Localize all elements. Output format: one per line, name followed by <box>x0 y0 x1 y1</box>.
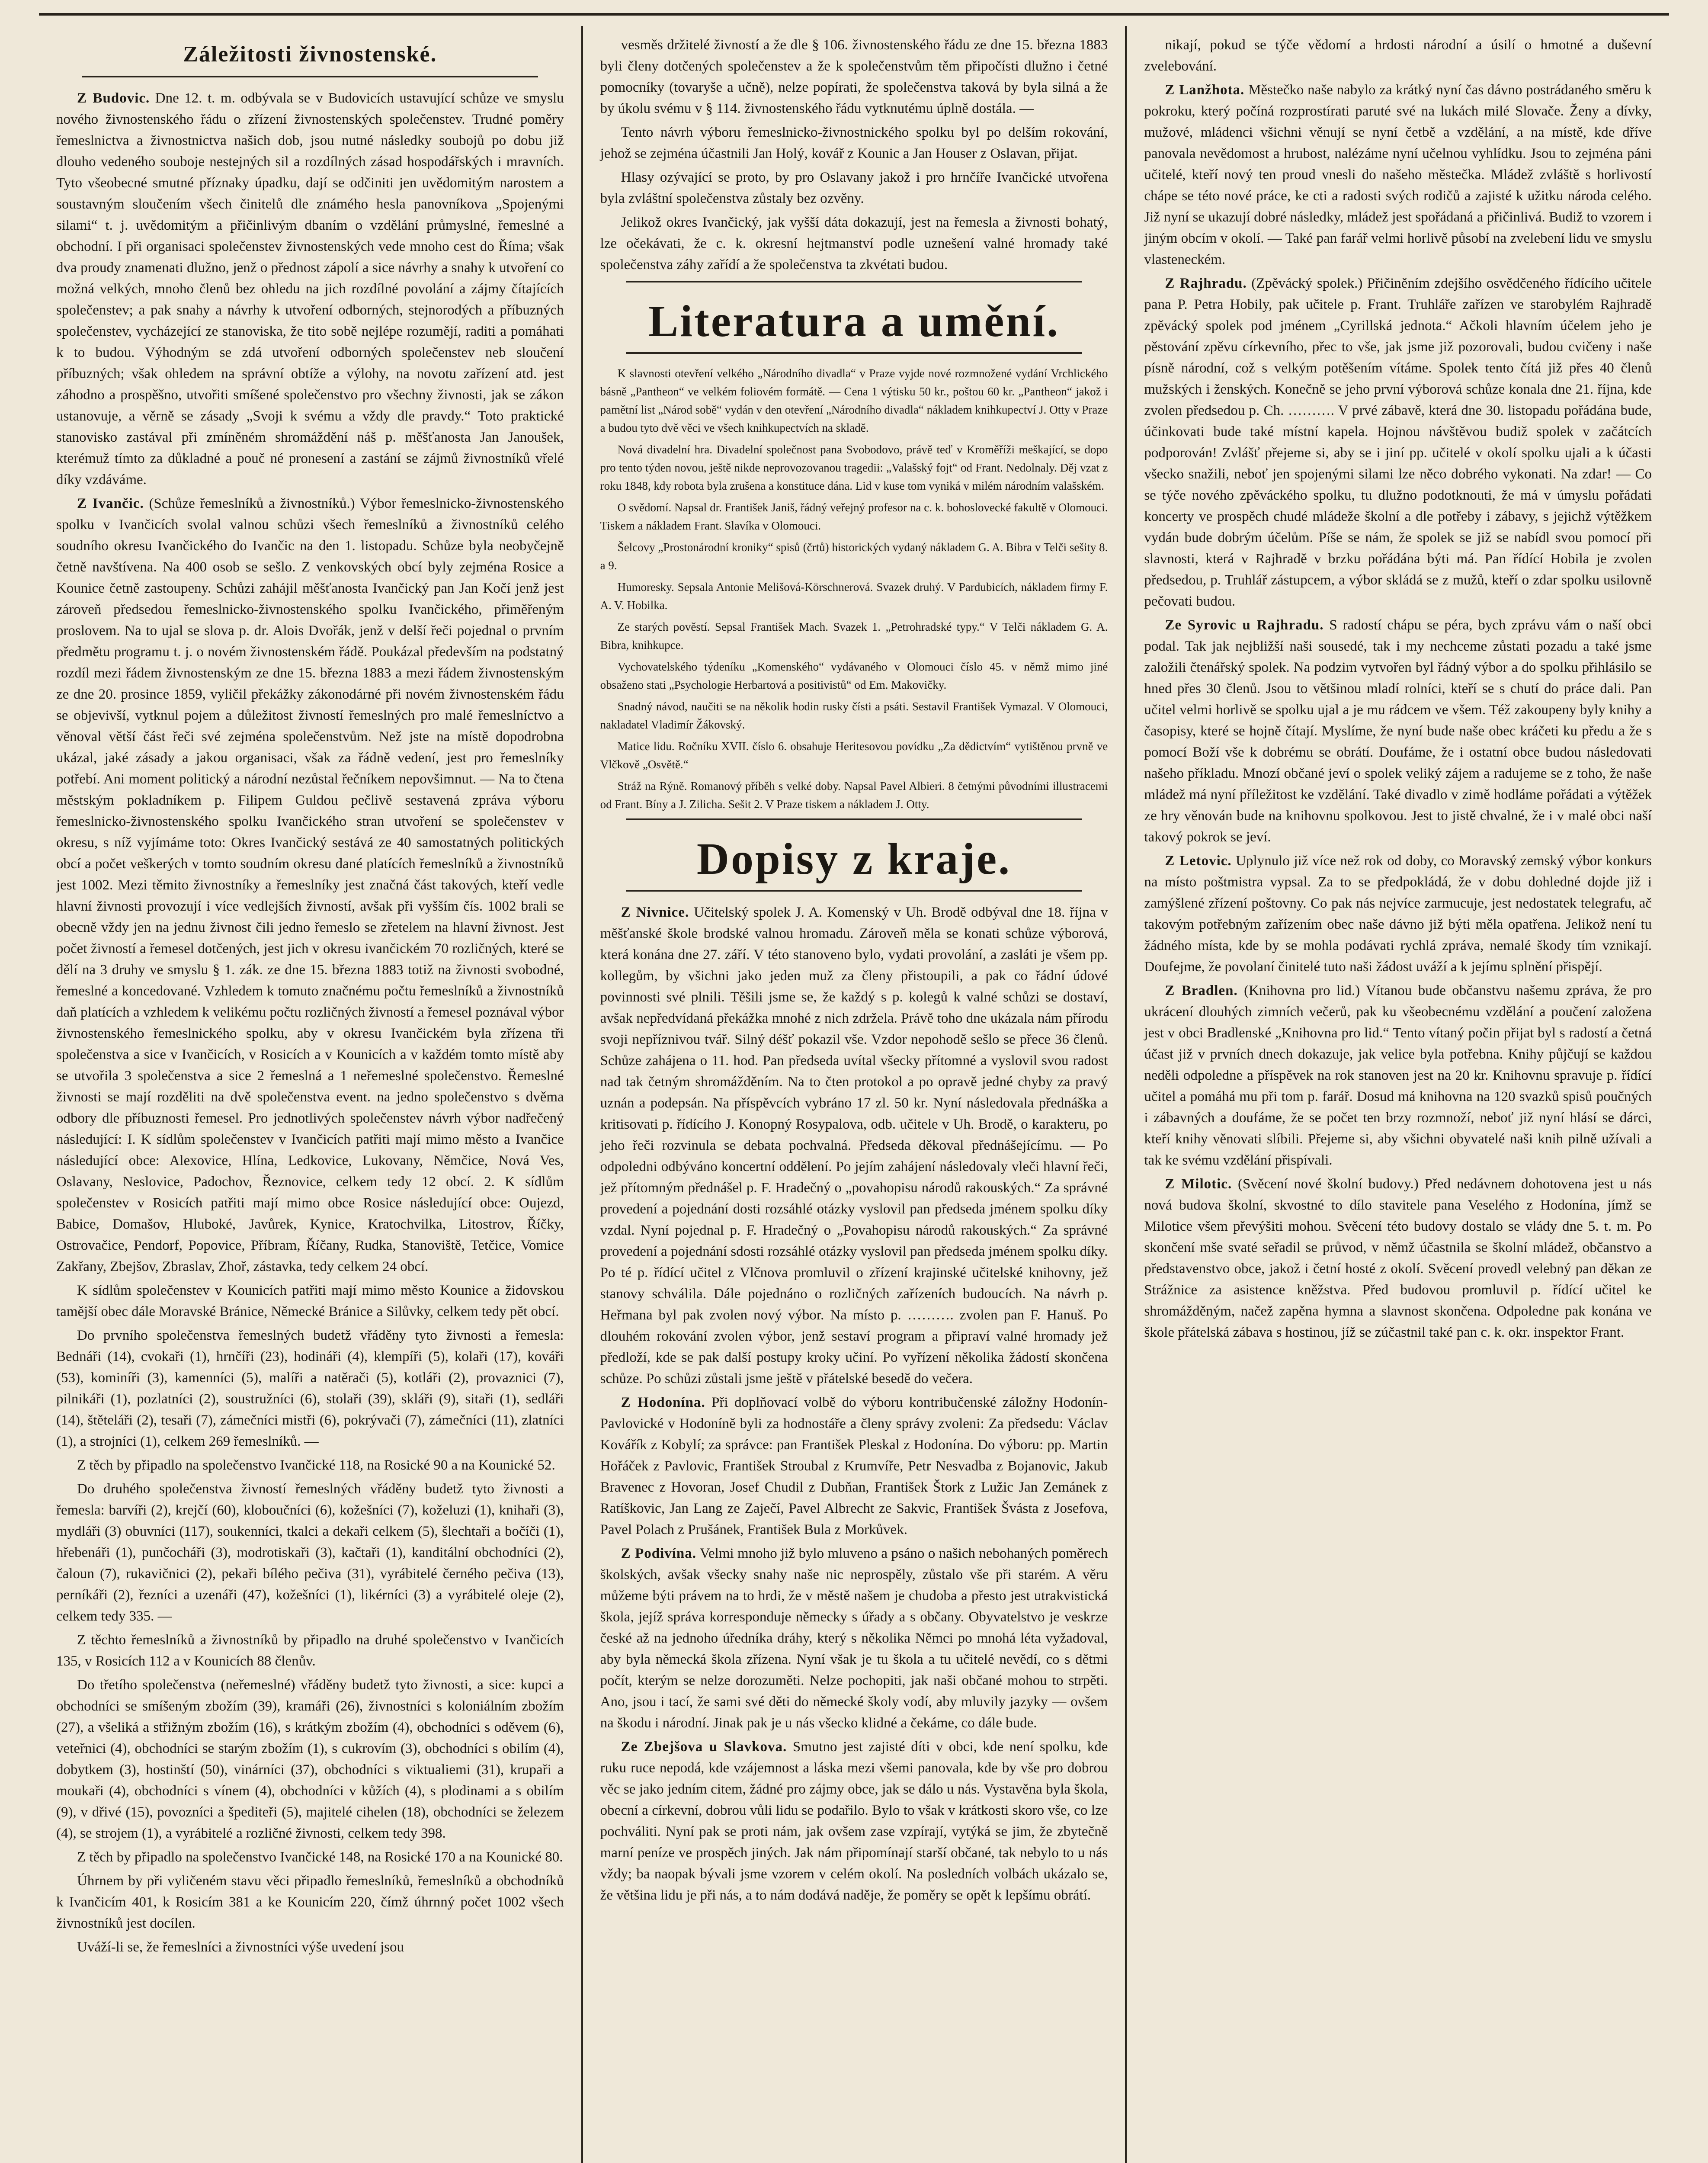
paragraph-text: Městečko naše nabylo za krátký nyní čas dávno postrádaného směru k pokroku, který počíná rozprostírati paruté své na lukách milé Slovače. Ženy a dívky, mužové, mládenci všichni věnují se nyní četbě a vzdělání, a na místě, kde dříve panovala nevědomost a hrubost, nalézáme nyní učelnou vyhlídku. Jsou to zejména páni učitelé, kteří nový ten proud vnesli do našeho městečka. Mládež zvláště s horlivostí chápe se této nové práce, ke cti a radosti svých rodičů a zajisté k užitku národa celého. Již nyní se ukazují dobré následky, mládež jest spořádaná a přičinlivá. Budiž to vzorem i jiným obcím v okolí. — Také pan farář velmi horlivě působí na zvelebení lidu ve smyslu vlasteneckém. <box>1144 82 1652 267</box>
paragraph-text: O svědomí. Napsal dr. František Janiš, řádný veřejný profesor na c. k. bohoslovecké fakultě v Olomouci. Tiskem a nákladem Frant. Slavíka v Olomouci. <box>600 501 1108 532</box>
divider <box>626 352 1082 354</box>
paragraph-text: Smutno jest zajisté díti v obci, kde není spolku, kde ruku ruce nepodá, kde vzájemnost a láska mezi všemi panovala, kde by vše pro dobrou věc se jako jedním citem, žádné pro zájmy obce, jak se dálo u nás. Vystavěna byla škola, obecní a církevní, dobrou vůli lidu se podařilo. Bylo to však v krátkosti skoro vše, co lze pochváliti. Nyní pak se proti nám, jak ovšem zase vzpírají, vytýká se jim, že zbytečně marní peníze ve prospěch jiných. Jak nám připomínají starší občané, tak nebylo to u nás vždy; ba naopak bývali jsme vzorem v celém okolí. Na posledních volbách ukázalo se, že většina lidu je při nás, a to nám dodává naděje, že poměry se opět k lepšímu obrátí. <box>600 1739 1108 1903</box>
paragraph <box>600 902 1108 1390</box>
paragraph <box>56 1937 564 1958</box>
section-heading-dopisy: Dopisy z kraje. <box>696 834 1012 884</box>
paragraph-text: (Zpěvácký spolek.) Přičiněním zdejšího osvědčeného řídícího učitele pana P. Petra Hobily, pak učitele p. Frant. Truhláře zařízen ve starobylém Rajhradě zpěvácký spolek pod jménem „Cyrillská jednota.“ Ačkoli hlavním účelem jeho je pěstování zpěvu církevního, přec to vše, jak jsme již pozorovali, budou cvičeny i naše písně národní, což s velkým potěšením vítáme. Spolek tento čítá již přes 40 členů mužských i ženských. Konečně se jeho první výborová schůze konala dne 21. října, kde zvolen předsedou p. Ch. ………. V prvé zábavě, která dne 30. listopadu pořádána bude, účinkovati bude také místní kapela. Hojnou návštěvou budiž spolek v začátcích podporován! Zvlášť přejeme si, aby se i jiní pp. učitelé v okolí spolku ujali a k účasti všecko snažili, neboť jen spojenými silami lze něco dobrého vykonati. Na zdar! — Co se týče nového zpěváckého spolku, tu dlužno podotknouti, že má v úmyslu pořádati koncerty ve prospěch chudé mládeže školní a dle potřeby i zábavy, s jejichž výtěžkem vydán bude dobrým účelům. Píše se nám, že spolek se již se nabídl svou pomocí při slavnosti, která v Rajhradě v brzku pořádána býti má. Pan řídící Hobila je zvolen předsedou, p. Truhlář zástupcem, a výbor skládá se z mužů, kteří o zdar spolku usilovně pečovati budou. <box>1144 276 1652 609</box>
top-rule <box>39 13 1669 16</box>
paragraph <box>56 1847 564 1868</box>
paragraph-text: Tento návrh výboru řemeslnicko-živnostnického spolku byl po delším rokování, jehož se zejména účastnili Jan Holý, kovář z Kounic a Jan Houser z Oslavan, přijat. <box>600 125 1108 161</box>
letters-list-continued <box>1144 35 1652 1343</box>
divider <box>626 818 1082 820</box>
paragraph <box>600 618 1108 654</box>
paragraph <box>1144 850 1652 978</box>
paragraph-text: (Schůze řemeslníků a živnostníků.) Výbor řemeslnicko-živnostenského spolku v Ivančicích svolal valnou schůzi všech řemeslníků a živnostníků celého soudního okresu Ivančického do Ivančic na den 1. listopadu. Schůze byla neobyčejně četně navštívena. Na 400 osob se sešlo. Z venkovských obcí byly zejména Rosice a Kounice četně zastoupeny. Schůzi zahájil měšťanosta Ivančický pan Jan Kočí jenž jest zároveň předsedou řemeslnicko-živnostenského spolku Ivančického, přiměřeným proslovem. Na to ujal se slova p. dr. Alois Dvořák, jenž v delší řeči pojednal o prvním předmětu programu t. j. o novém živnostenském řádě. Poukázal především na podstatný rozdíl mezi řádem živnostenským ze dne 15. března 1883 a mezi řádem živnostenským ze dne 20. prosince 1859, vyličil překážky zákonodárné při novém živnostenském řádu se objevivší, vytknul pojem a důležitost živností řemeslných pro malé řemeslníctvo a věnoval větší část řeči své zejména společenstvům. Než jste na místě dopodrobna ukázal, jaké zásady a jakou organisaci, však za řádně vedení, jest pro řemeslníky potřebí. Ani moment politický a národní nezůstal řečníkem nepovšimnut. — Na to čtena městským pokladníkem p. Filipem Guldou pečlivě sestavená zpráva výboru řemeslnicko-živnostenského spolku Ivančického stran utvoření se společenstev v okresu, s níž vyjímáme toto: Okres Ivančický sestává ze 40 samostatných politických obcí a počet veškerých v tomto soudním okresu dané platících řemeslníků a živnostníků jest 1002. Mezi těmito živnostníky a řemeslníky jest značná část takových, kteří vedle hlavní živnosti provozují i více vedlejších živností, avšak při vyšším čís. 1002 brali se obecně vždy jen na jednu živnost čili jedno řemeslo se zřetelem na hlavní živnost. Jest počet živností a řemesel dotčených, jest jich v okresu ivančickém 70 rozličných, které se dělí na 3 druhy ve smyslu § 1. zák. ze dne 15. března 1883 totiž na živnosti svobodné, řemeslné a koncedované. Vzhledem k tomuto značnému počtu řemeslníků a živnostníků daň platících a vzhledem k velikému počtu rozličných živností a řemesel poznával výbor živnostenského řemeslnického spolku, aby v okresu Ivančickém byla zřízena tři společenstva a sice v Ivančicích, v Rosicích a v Kounicích a v každém tomto místě aby se utvořila 3 společenstva a sice 2 řemeslná a 1 neřemeslné společenstvo. Řemeslné živnosti se mají rozděliti na dvě společenstva event. na jedno společenstvo s dvěma odbory dle příbuznosti řemesel. Pro jednotlivých společenstev návrh výbor nadřečený následující: I. K sídlům společenstev v Ivančicích patřiti mají mimo město a Ivančice následující obce: Alexovice, Hlína, Ledkovice, Lukovany, Němčice, Nová Ves, Oslavany, Neslovice, Padochov, Řeznovice, celkem tedy 12 obcí. 2. K sídlům společenstev v Rosicích patřiti mají mimo obce Rosice následující obce: Oujezd, Babice, Domašov, Hluboké, Javůrek, Kynice, Kratochvilka, Litostrov, Říčky, Ostrovačice, Pendorf, Popovice, Příbram, Říčany, Rudka, Stanoviště, Tetčice, Vomice Zakřany, Zbejšov, Zbraslav, Zhoř, zástavka, tedy celkem 24 obcí. <box>56 496 564 1274</box>
paragraph <box>600 777 1108 813</box>
paragraph <box>600 1543 1108 1734</box>
paragraph <box>600 697 1108 734</box>
letters-list <box>600 902 1108 1906</box>
divider <box>626 890 1082 892</box>
paragraph-lead: Z Letovic. <box>1165 853 1232 869</box>
paragraph-lead: Ze Zbejšova u Slavkova. <box>621 1739 787 1755</box>
paragraph <box>600 167 1108 209</box>
column-3 <box>1125 26 1669 2163</box>
divider <box>626 281 1082 282</box>
paragraph <box>600 212 1108 276</box>
paragraph <box>1144 273 1652 612</box>
section-heading-literatura: Literatura a umění. <box>648 296 1060 346</box>
paragraph <box>56 1325 564 1452</box>
paragraph-text: K slavnosti otevření velkého „Národního divadla“ v Praze vyjde nové rozmnožené vydání Vrchlického básně „Pantheon“ ve velkém foliovém formátě. — Cena 1 výtisku 50 kr., poštou 60 kr. „Pantheon“ jakož i pamětní list „Národ sobě“ vydán v den otevření „Národního divadla“ nákladem knihkupectví J. Otty v Praze a budou tyto dvě věci ve všech knihkupectvích na skladě. <box>600 367 1108 434</box>
paragraph <box>1144 35 1652 77</box>
columns <box>39 26 1669 2163</box>
paragraph-text: Hlasy ozývající se proto, by pro Oslavany jakož i pro hrnčíře Ivančické utvořena byla zvláštní společenstva zůstaly bez ozvěny. <box>600 170 1108 206</box>
paragraph-text: Uplynulo již více než rok od doby, co Moravský zemský výbor konkurs na místo poštmistra vypsal. Za to se předpokládá, že v dobu dohledné dojde již i zamýšlené zřízení poštovny. Co pak nás nejvíce zarmucuje, jest nedostatek telegrafu, ač takovým potřebným zařízením obec naše dávno již býti měla opatřena. Jelikož není tu žádného místa, kde by se mohla podávati rychlá zpráva, nemalé škody tím vznikají. Doufejme, že povolaní činitelé tuto naši žádost uváží a k jejímu splnění přispějí. <box>1144 853 1652 975</box>
paragraph-text: Do druhého společenstva živností řemeslných vřáděny budetž tyto živnosti a řemesla: barvíři (2), krejčí (60), kloboučníci (6), kožešníci (7), koželuzi (1), knihaři (3), mydláři (3) obuvníci (117), soukenníci, tkalci a dekaři celkem (5), šlechtaři a bočíči (1), hřebenáři (1), punčocháři (3), modrotiskaři (3), kačtaři (1), kanditální obchodníci (2), čaloun (7), rukavičnici (2), pekaři bílého pečiva (31), vyrábitelé černého pečiva (13), perníkáři (2), řezníci a uzenáři (47), kožešníci (1), likérníci (3) a vyrábitelé oleje (2), celkem tedy 335. — <box>56 1481 564 1624</box>
paragraph <box>56 1871 564 1934</box>
paragraph-text: Při doplňovací volbě do výboru kontribučenské záložny Hodonín-Pavlovické v Hodoníně byli za hodnostáře a členy správy zvoleni: Za předsedu: Václav Kovářík z Kobylí; za správce: pan František Pleskal z Hodonína. Do výboru: pp. Martin Hořáček z Pavlovic, František Stroubal z Krumvíře, Petr Nesvadba z Bojanovic, Jakub Bravenec z Hovoran, Josef Chudil z Dubňan, František Štork z Lužic Jan Zemánek z Ratíškovic, Jan Lang ze Zaječí, Pavel Albrecht ze Sakvic, František Švásta z Josefova, Pavel Polach z Prušánek, František Bula z Morkůvek. <box>600 1395 1108 1537</box>
paragraph-text: Z těch by připadlo na společenstvo Ivančické 148, na Rosické 170 a na Kounické 80. <box>77 1849 563 1865</box>
paragraph-lead: Z Podivína. <box>621 1546 697 1561</box>
section-heading-zivnostenske: Záležitosti živnostenské. <box>183 42 437 67</box>
article-body <box>600 35 1108 276</box>
paragraph-text: Vychovatelského týdeníku „Komenského“ vydávaného v Olomouci číslo 45. v němž mimo jiné obsaženo stati „Psychologie Herbartová a positivistů“ od Em. Makovičky. <box>600 660 1108 691</box>
paragraph <box>600 658 1108 694</box>
paragraph-lead: Z Milotic. <box>1165 1176 1232 1192</box>
paragraph <box>600 737 1108 773</box>
paragraph <box>600 578 1108 614</box>
paragraph-text: Matice lidu. Ročníku XVII. číslo 6. obsahuje Heritesovou povídku „Za dědictvím“ vytištěnou prvně ve Vlčkově „Osvětě.“ <box>600 740 1108 771</box>
paragraph-text: Humoresky. Sepsala Antonie Melišová-Körschnerová. Svazek druhý. V Pardubicích, nákladem firmy F. A. V. Hobilka. <box>600 581 1108 612</box>
paragraph-lead: Z Ivančic. <box>77 496 144 511</box>
paragraph <box>56 1280 564 1322</box>
paragraph <box>56 1630 564 1672</box>
paragraph <box>600 538 1108 574</box>
paragraph <box>600 498 1108 535</box>
paragraph <box>600 364 1108 437</box>
paragraph-lead: Z Bradlen. <box>1165 983 1238 998</box>
column-1 <box>39 26 581 2163</box>
paragraph <box>56 493 564 1277</box>
paragraph <box>56 1479 564 1627</box>
paragraph <box>56 1675 564 1844</box>
paragraph-text: Jelikož okres Ivančický, jak vyšší dáta dokazují, jest na řemesla a živnosti bohatý, lze očekávati, že c. k. okresní hejtmanství podle uznešení valné hromady také společenstva záhy zařídí a že společenstva ta zkvétati budou. <box>600 215 1108 273</box>
paragraph-text: K sídlům společenstev v Kounicích patřiti mají mimo město Kounice a židovskou tamější obec dále Moravské Bránice, Německé Bránice a Silůvky, celkem tedy pět obcí. <box>56 1283 564 1319</box>
paragraph <box>1144 615 1652 848</box>
paragraph-text: Z těchto řemeslníků a živnostníků by připadlo na druhé společenstvo v Ivančicích 135, v Rosicích 112 a v Kounicích 88 členův. <box>56 1632 564 1669</box>
paragraph-text: Nová divadelní hra. Divadelní společnost pana Svobodovo, právě teď v Kroměříži meškající, se dopo pro tento týden novou, ještě nikde neprovozovanou tragedii: „Valašský fojt“ od Frant. Nedolnaly. Děj vzat z roku 1848, kdy robota byla zrušena a konstituce dána. Lid v kuse tom vyniká v milém národním valašském. <box>600 443 1108 492</box>
paragraph <box>600 1392 1108 1540</box>
divider <box>82 76 538 77</box>
column-2 <box>581 26 1125 2163</box>
paragraph-text: Velmi mnoho již bylo mluveno a psáno o našich nebohaných poměrech školských, avšak všecky snahy naše nic neprospěly, zůstalo vše při starém. A věru můžeme býti právem na to hrdi, že v městě našem je chudoba a přesto jest utrakvistická škola, jejíž správa korresponduje německy s úřady a s občany. Obyvatelstvo je veskrze české až na jednoho úředníka dráhy, který s několika Němci po mnohá léta vyžadoval, aby byla německá škola zřízena. Nyní však je tu škola a tu učitelé nevědí, co s dětmi počít, kterým se nelze dorozuměti. Nelze pochopiti, jak naši občané mohou to strpěti. Ano, jsou i tací, že sami své děti do německé školy vodí, aby mluvily jazyky — ovšem na škodu i národní. Jinak pak je u nás všecko klidné a čekáme, co dále bude. <box>600 1546 1108 1731</box>
paragraph-lead: Z Rajhradu. <box>1165 276 1247 291</box>
paragraph-text: Do prvního společenstva řemeslných budetž vřáděny tyto živnosti a řemesla: Bednáři (14), cvokaři (1), hrnčíři (23), hodináři (4), klempíři (5), kolaři (17), kováři (53), kominíři (3), kamenníci (5), malíři a natěrači (5), kotláři (2), provaznici (7), pilnikáři (1), pozlatníci (2), soustružníci (6), stolaři (39), skláři (9), sitaři (1), sedláři (14), štěteláři (2), tesaři (7), zámečníci mistři (6), pokrývači (7), zámečníci (11), zlatníci (1), a strojníci (1), celkem 269 řemeslníků. — <box>56 1328 564 1449</box>
paragraph-lead: Ze Syrovic u Rajhradu. <box>1165 617 1324 633</box>
paragraph <box>1144 1174 1652 1343</box>
paragraph-text: vesměs držitelé živností a že dle § 106. živnostenského řádu ze dne 15. března 1883 byli členy dotčených společenstev a že k společenstvům těm připočísti dlužno i četné pomocníky (tovaryše a učně), nelze popírati, že společenstva taková by byla silná a že by úkolu svému v § 114. živnostenského řádu vytknutému úplně dostála. — <box>600 37 1108 116</box>
paragraph <box>600 122 1108 164</box>
paragraph-text: Šelcovy „Prostonárodní kroniky“ spisů (črtů) historických vydaný nákladem G. A. Bibra v Telči sešity 8. a 9. <box>600 541 1108 572</box>
paragraph-text: (Svěcení nové školní budovy.) Před nedávnem dohotovena jest u nás nová budova školní, skvostné to dílo stavitele pana Veselého z Hodonína, jímž se Milotice všem převýšiti mohou. Svěcení této budovy dostalo se vlády dne 5. t. m. Po skončení mše svaté seřadil se průvod, v němž účastnila se školní mládež, občanstvo a představenstvo obce, jakož i četní hosté z okolí. Svěcení provedl velebný pan děkan ze Strážnice za asistence kněžstva. Před budovou promluvil p. řídící učitel ke shromážděným, načež zapěna hymna a slavnost skončena. Odpoledne pak konána ve škole přátelská zábava s hostinou, jíž se zúčastnil také pan c. k. okr. inspektor Frant. <box>1144 1176 1652 1340</box>
paragraph-text: Snadný návod, naučiti se na několik hodin rusky čísti a psáti. Sestavil František Vymazal. V Olomouci, nakladatel Vladimír Žákovský. <box>600 700 1108 731</box>
paragraph-lead: Z Lanžhota. <box>1165 82 1245 98</box>
paragraph-text: Ze starých pověstí. Sepsal František Mach. Svazek 1. „Petrohradské typy.“ V Telči nákladem G. A. Bibra, knihkupce. <box>600 620 1108 651</box>
paragraph-text: Do třetího společenstva (neřemeslné) vřáděny budetž tyto živnosti, a sice: kupci a obchodníci se smíšeným zbožím (39), kramáři (26), živnostníci s koloniálním zbožím (27), a všeliká a střižným zbožím (16), s krátkým zbožím (4), obchodníci s oděvem (6), veteřnici (4), obchodníci se starým zbožím (1), s cukrovím (3), obchodníci s obilím (4), dobytkem (3), hostinští (50), vinárníci (37), obchodníci s viktualiemi (31), krupaři a moukaři (4), obchodníci s vínem (4), obchodníci v kůžích (4), s plodinami a s obilím (9), v dřivé (15), povozníci a špediteři (5), majitelé cihelen (18), obchodníci se železem (4), se strojem (1), a vyrábitelé a rozličné živnosti, celkem tedy 398. <box>56 1677 564 1841</box>
literature-list <box>600 364 1108 813</box>
paragraph <box>600 1736 1108 1906</box>
paragraph <box>56 1455 564 1476</box>
paragraph-text: Stráž na Rýně. Romanový příběh s velké doby. Napsal Pavel Albieri. 8 četnými původními illustracemi od Frant. Bíny a J. Zilicha. Sešit 2. V Praze tiskem a nákladem J. Otty. <box>600 780 1108 811</box>
paragraph-text: Dne 12. t. m. odbývala se v Budovicích ustavující schůze ve smyslu nového živnostenského řádu o zřízení živnostenských společenstev. Trudné poměry řemeslnictva a živnostnictva našich dob, jsou nutné následky soubojů po dobu již dlouho vedeného souboje nestejných sil a rozdílných zásad hospodářských i mravních. Tyto všeobecné smutné příznaky úpadku, dají se odčiniti jen uvědomitým narostem a soustavným sloučením všech činitelů dle známého hesla panovníkova „Spojenými silami“ t. j. uvědomitým a přičinlivým dbaním o vzdělání průmyslné, řemeslné a obchodní. I při organisaci společenstev živnostenských vede mnoho cest do Říma; však dva proudy znamenati dlužno, jenž o přednost zápolí a sice návrhy a snahy k utvoření co možná velkých, mnoho členů bez ohledu na jich rozdílné povolání a zájmy čítajících společenstev; a pak snahy a návrhy k utvoření odborných, stejnorodých a příbuzných společenstev, vycházející ze stanoviska, že tito sobě nejlépe rozumějí, raditi a pomáhati k to budou. Výhodným se zdá utvoření odborných společenstev neb sloučení příbuzných; však ohledem na správní obtíže a výlohy, na novotu zařízení atd. jest záhodno a prospěšno, utvořiti smíšené společenstvo pro všechny živnosti, jak se zákon ustanovuje, a věrně se zásady „Svoji k svému a vždy dle pravdy.“ Toto praktické stanovisko zastával při zmíněném shromáždění náš p. měšťanosta Jan Janoušek, kterémuž tímto za důkladné a pouč né pronesení a zastání se zájmů živnostníků vřelé díky vzdáváme. <box>56 90 564 488</box>
paragraph-text: S radostí chápu se péra, bych zprávu vám o naší obci podal. Tak jak nejbližší naši sousedé, tak i my nechceme zůstati pozadu a také jsme založili čtenářský spolek. Na podzim vytvořen byl řádný výbor a do spolku přihlásilo se hned přes 30 členů. Jsou to většinou mladí rolníci, kteří se s chutí do práce dali. Pan učitel velmi horlivě se spolku ujal a je mu rádcem ve všem. Též zakoupeny byly knihy a časopisy, které se hojně čítají. Myslíme, že nyní bude naše obec kráčeti ku předu a že s pomocí Boží vše k dobrému se obrátí. Doufáme, že i ostatní obce budou následovati našeho příkladu. Mnozí občané jeví o spolek veliký zájem a radujeme se z toho, že naše mládež má nyní příležitost ke vzdělání. Také divadlo v zimě hodláme pořádati a výtěžek ze hry věnován bude na knihovnu spolkovou. Jest to jistě chvalné, že i v malé obci naší takový pokrok se jeví. <box>1144 617 1652 845</box>
paragraph <box>600 440 1108 495</box>
paragraph-text: nikají, pokud se týče vědomí a hrdosti národní a úsilí o hmotné a duševní zvelebování. <box>1144 37 1652 74</box>
paragraph-text: (Knihovna pro lid.) Vítanou bude občanstvu našemu zpráva, že pro ukrácení dlouhých zimních večerů, pak ku všeobecnému vzdělání a poučení založena jest v obci Bradlenské „Knihovna pro lid.“ Tento vítaný počin přijat byl s radostí a četná účast již v prvních dnech dokazuje, jak velice byla potřebna. Knihy půjčují se každou neděli odpoledne a příspěvek na rok stanoven jest na 20 kr. Knihovnu spravuje p. řídící učitel a pomáhá mu při tom p. farář. Dosud má knihovna na 120 svazků spisů poučných i zábavných a doufáme, že se počet ten brzy rozmnoží, neboť již nyní hlásí se dárci, kteří knihy věnovati slíbili. Přejeme si, aby všichni obyvatelé naši knih pilně užívali a tak ke svému vzdělání přispívali. <box>1144 983 1652 1168</box>
paragraph <box>1144 80 1652 270</box>
paragraph-lead: Z Budovic. <box>77 90 150 106</box>
paragraph-lead: Z Nivnice. <box>621 905 689 920</box>
paragraph-text: Z těch by připadlo na společenstvo Ivančické 118, na Rosické 90 a na Kounické 52. <box>77 1457 555 1473</box>
paragraph-text: Uváží-li se, že řemeslníci a živnostníci výše uvedení jsou <box>77 1939 404 1955</box>
paragraph <box>600 35 1108 119</box>
paragraph <box>56 88 564 491</box>
paragraph-lead: Z Hodonína. <box>621 1395 705 1410</box>
paragraph-text: Učitelský spolek J. A. Komenský v Uh. Brodě odbýval dne 18. října v měšťanské škole brodské valnou hromadu. Zároveň měla se konati schůze výborová, která konána dne 27. září. V této stanoveno bylo, vydati provolání, a zasláti je všem pp. kollegům, by všichni jako jeden muž za členy přistoupili, a pak co řádní údové povinnosti své plnili. Těšili jsme se, že každý s p. kolegů k valné schůzi se dostaví, avšak nepředvídaná překážka mnohé z nich zdržela. Právě toho dne ukázala nám přírodu svoji nepříznivou tvář. Silný déšť pokazil vše. Vzdor nepohodě sešlo se přece 36 členů. Schůze zahájena o 11. hod. Pan předseda uvítal všecky přítomné a vyslovil svou radost nad tak četným shromážděním. Na to čten protokol a po opravě jedné chyby za pravý uznán a podepsán. Na příspěvcích vybráno 17 zl. 50 kr. Nyní následovala přednáška a kritisovati p. řídícího J. Konopný Rosypalova, odb. učitele v Uh. Brodě, o karakteru, po jeho řeči rozvinula se debata pochvalná. Předseda děkoval přednášejícímu. — Po odpoledni odbýváno koncertní oddělení. Po jejím zahájení následovaly vleči hlavní řeči, jež přítomným přednášel p. F. Hradečný o „povahopisu národů rakouských.“ Za správné provedení a pojednání dosti rozsáhlé otázky vyslovil pan předseda jménem spolku díky vzdal. Nyní pojednal p. F. Hradečný o „Povahopisu národů rakouských.“ Za správné provedení a pojednání sdosti rozsáhlé otázky vyslovil pan předseda jménem spolku díky. Po té p. řídící učitel z Vlčnova promluvil o zřízení krajinské učitelské knihovny, jež stanovy schválila. Dále pojednáno o rozličných zařízeních budoucích. Na návrh p. Heřmana byl pak zvolen nový výbor. Na místo p. ………. zvolen pan F. Hanuš. Po dlouhém rokování zvolen výbor, jenž sestaví program a připraví valné hromady jež předloží, kde se pak další postupy kroky učiní. Po vyřízení několika žádostí skončena schůze. Po schůzi zůstali jsme ještě v přátelské besedě do večera. <box>600 905 1108 1386</box>
paragraph-text: Úhrnem by při vyličeném stavu věci připadlo řemeslníků, řemeslníků a obchodníků k Ivančicím 401, k Rosicím 381 a ke Kounicím 220, čímž úhrnný počet 1002 všech živnostníků jest docílen. <box>56 1873 564 1931</box>
paragraph <box>1144 980 1652 1171</box>
article-body <box>56 88 564 1958</box>
